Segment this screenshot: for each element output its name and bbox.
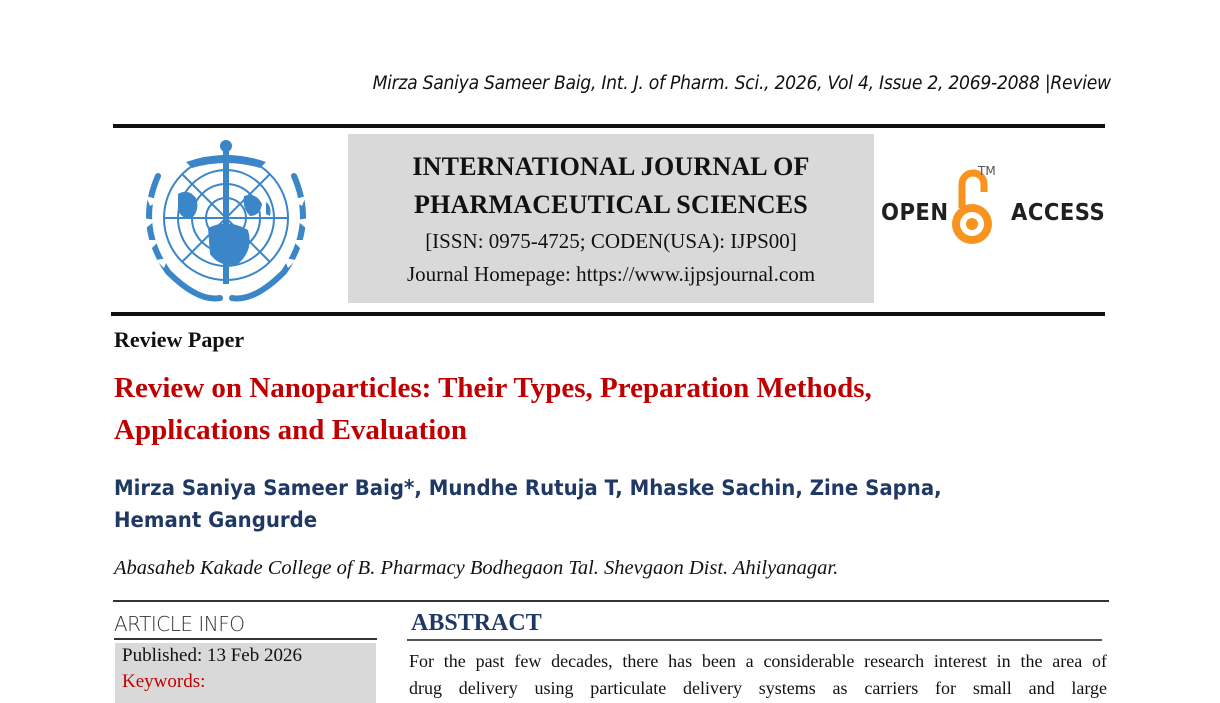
running-head: Mirza Saniya Sameer Baig, Int. J. of Pharm. Sci., 2026, Vol 4, Issue 2, 2069-2088 |Review bbox=[372, 73, 1111, 94]
author-list bbox=[114, 472, 998, 536]
journal-emblem-icon bbox=[126, 136, 326, 306]
author-affiliation: Abasaheb Kakade College of B. Pharmacy Bodhegaon Tal. Shevgaon Dist. Ahilyanagar. bbox=[114, 557, 839, 579]
open-access-open-text: OPEN bbox=[881, 200, 949, 226]
abstract-heading: ABSTRACT bbox=[411, 610, 542, 636]
paper-title-line1: Review on Nanoparticles: Their Types, Preparation Methods, bbox=[114, 372, 872, 404]
journal-homepage-link[interactable]: Journal Homepage: https://www.ijpsjournal.com bbox=[406, 262, 816, 286]
abstract-line2: drug delivery using particulate delivery systems as carriers for small and large bbox=[409, 678, 1107, 698]
paper-title bbox=[114, 367, 1014, 451]
article-info-box bbox=[115, 643, 376, 703]
keywords-label: Keywords: bbox=[122, 671, 206, 692]
paper-type-label: Review Paper bbox=[114, 327, 245, 352]
header-rule-bottom bbox=[111, 312, 1105, 316]
section-divider bbox=[113, 600, 1109, 602]
journal-issn: [ISSN: 0975-4725; CODEN(USA): IJPS00] bbox=[425, 229, 797, 253]
abstract-line1: For the past few decades, there has been a considerable research interest in the area of bbox=[409, 651, 1107, 671]
open-access-logo bbox=[878, 162, 1108, 252]
trademark-mark: TM bbox=[978, 164, 996, 178]
abstract-text bbox=[409, 648, 1107, 702]
open-access-access-text: ACCESS bbox=[1011, 200, 1106, 226]
abstract-rule bbox=[407, 639, 1102, 641]
published-date: Published: 13 Feb 2026 bbox=[122, 645, 302, 666]
paper-title-line2: Applications and Evaluation bbox=[114, 414, 467, 446]
journal-masthead bbox=[348, 134, 874, 303]
header-rule-top bbox=[113, 124, 1105, 128]
authors-line2: Hemant Gangurde bbox=[114, 508, 318, 532]
article-info-rule bbox=[114, 638, 377, 640]
article-info-heading: ARTICLE INFO bbox=[114, 612, 245, 636]
authors-line1: Mirza Saniya Sameer Baig*, Mundhe Rutuja T, Mhaske Sachin, Zine Sapna, bbox=[114, 476, 942, 500]
journal-title-line1: INTERNATIONAL JOURNAL OF bbox=[412, 152, 810, 181]
journal-title-line2: PHARMACEUTICAL SCIENCES bbox=[414, 190, 808, 219]
